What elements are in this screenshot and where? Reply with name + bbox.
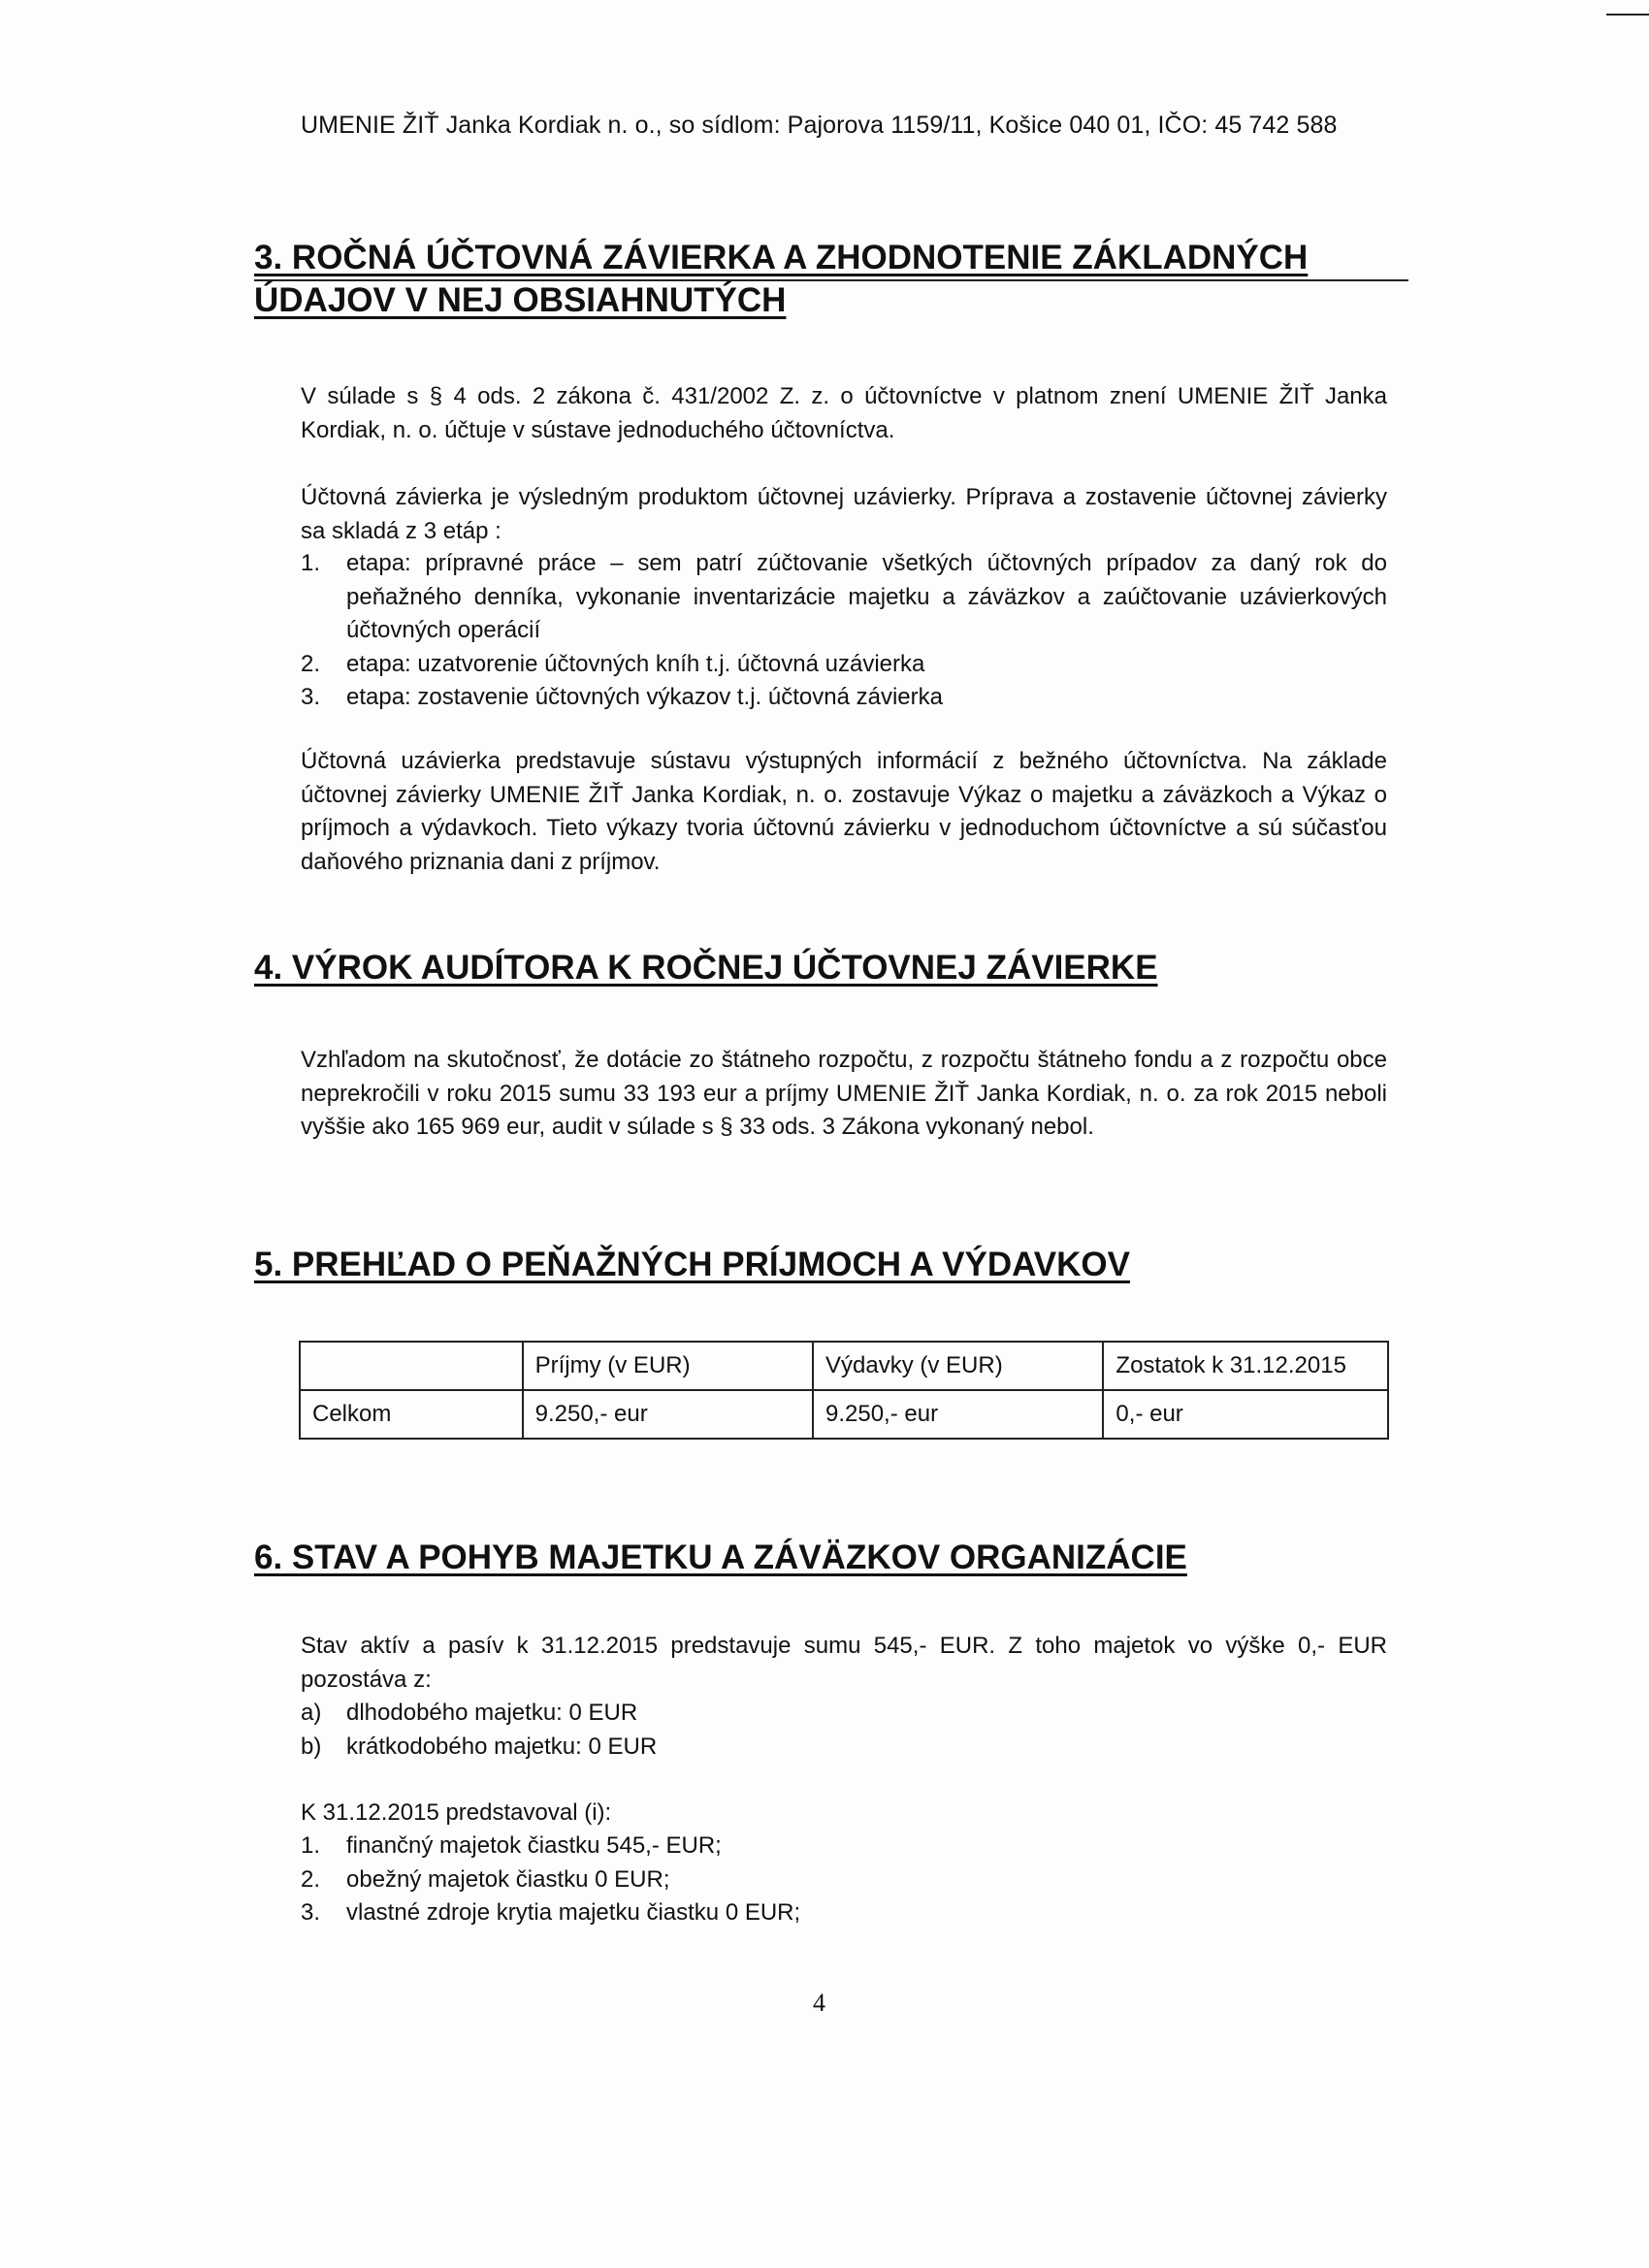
section-3-paragraph-3: Účtovná uzávierka predstavuje sústavu výstupných informácií z bežného účtovníctva. Na základe účtovnej závierky UMENIE ŽIŤ Janka Kordiak, n. o. zostavuje Výkaz o majetku a záväzkoch a Výkaz o príjmoch a výdavkoch. Tieto výkazy tvoria účtovnú závierku v jednoduchom účtovníctve a sú súčasťou daňového priznania dani z príjmov. bbox=[301, 748, 1387, 875]
list-item-number: 3. bbox=[301, 684, 321, 710]
table-header-cell: Výdavky (v EUR) bbox=[813, 1342, 1103, 1390]
list-item-number: 3. bbox=[301, 1899, 321, 1926]
list-item-text: vlastné zdroje krytia majetku čiastku 0 EUR; bbox=[346, 1899, 801, 1926]
list-item-text: etapa: zostavenie účtovných výkazov t.j. účtovná závierka bbox=[346, 684, 943, 710]
section-6-asset-list bbox=[301, 1697, 1387, 1764]
list-item bbox=[301, 648, 1387, 682]
list-item-text: obežný majetok čiastku 0 EUR; bbox=[346, 1865, 670, 1893]
list-item bbox=[301, 681, 1387, 715]
list-item-number: 2. bbox=[301, 1865, 321, 1893]
section-3-heading bbox=[254, 237, 1379, 322]
section-5-heading: 5. PREHĽAD O PEŇAŽNÝCH PRÍJMOCH A VÝDAVKOV bbox=[254, 1246, 1130, 1283]
scan-edge-line bbox=[1606, 14, 1649, 16]
list-item-number: 1. bbox=[301, 1832, 321, 1859]
table-cell: 0,- eur bbox=[1103, 1390, 1388, 1439]
list-item bbox=[301, 1731, 1387, 1765]
section-6-heading: 6. STAV A POHYB MAJETKU A ZÁVÄZKOV ORGANIZÁCIE bbox=[254, 1539, 1187, 1576]
list-item bbox=[301, 547, 1387, 648]
table-header-cell bbox=[300, 1342, 523, 1390]
section-6-paragraph-2: K 31.12.2015 predstavoval (i): bbox=[301, 1799, 612, 1826]
list-item bbox=[301, 1697, 1387, 1731]
section-3-paragraph-1: V súlade s § 4 ods. 2 zákona č. 431/2002 Z. z. o účtovníctve v platnom znení UMENIE ŽIŤ Janka Kordiak, n. o. účtuje v sústave jednoduchého účtovníctva. bbox=[301, 383, 1387, 443]
section-3-steps-list bbox=[301, 547, 1387, 715]
table-header-cell: Zostatok k 31.12.2015 bbox=[1103, 1342, 1388, 1390]
section-6-balance-list bbox=[301, 1830, 1387, 1930]
organization-header: UMENIE ŽIŤ Janka Kordiak n. o., so sídlom: Pajorova 1159/11, Košice 040 01, IČO: 45 742 588 bbox=[301, 112, 1338, 139]
list-item bbox=[301, 1896, 1387, 1930]
section-3-heading-line-1: 3. ROČNÁ ÚČTOVNÁ ZÁVIERKA A ZHODNOTENIE ZÁKLADNÝCH bbox=[254, 239, 1309, 276]
table-header-row bbox=[300, 1342, 1388, 1390]
section-4-paragraph: Vzhľadom na skutočnosť, že dotácie zo štátneho rozpočtu, z rozpočtu štátneho fondu a z rozpočtu obce neprekročili v roku 2015 sumu 33 193 eur a príjmy UMENIE ŽIŤ Janka Kordiak, n. o. za rok 2015 neboli vyššie ako 165 969 eur, audit v súlade s § 33 ods. 3 Zákona vykonaný nebol. bbox=[301, 1047, 1387, 1140]
section-3-heading-line-2: ÚDAJOV V NEJ OBSIAHNUTÝCH bbox=[254, 281, 787, 319]
section-6-paragraph-1: Stav aktív a pasív k 31.12.2015 predstavuje sumu 545,- EUR. Z toho majetok vo výške 0,- EUR pozostáva z: bbox=[301, 1633, 1387, 1693]
list-item bbox=[301, 1830, 1387, 1863]
table-cell: Celkom bbox=[300, 1390, 523, 1439]
list-item-number: 2. bbox=[301, 650, 321, 677]
list-item-text: etapa: prípravné práce – sem patrí zúčtovanie všetkých účtovných prípadov za daný rok do peňažného denníka, vykonanie inventarizácie majetku a záväzkov a zaúčtovanie uzávierkových účtovných operácií bbox=[346, 550, 1387, 643]
table-header-cell: Príjmy (v EUR) bbox=[523, 1342, 813, 1390]
list-item-number: 1. bbox=[301, 550, 321, 576]
list-item-text: dlhodobého majetku: 0 EUR bbox=[346, 1700, 638, 1726]
page-number: 4 bbox=[813, 1989, 825, 2017]
section-4-heading: 4. VÝROK AUDÍTORA K ROČNEJ ÚČTOVNEJ ZÁVIERKE bbox=[254, 949, 1158, 987]
list-item-number: a) bbox=[301, 1700, 322, 1726]
list-item-text: etapa: uzatvorenie účtovných kníh t.j. účtovná uzávierka bbox=[346, 650, 925, 677]
table-cell: 9.250,- eur bbox=[523, 1390, 813, 1439]
table-cell: 9.250,- eur bbox=[813, 1390, 1103, 1439]
section-3-paragraph-2: Účtovná závierka je výsledným produktom účtovnej uzávierky. Príprava a zostavenie účtovnej závierky sa skladá z 3 etáp : bbox=[301, 484, 1387, 544]
list-item-text: finančný majetok čiastku 545,- EUR; bbox=[346, 1832, 722, 1859]
list-item-text: krátkodobého majetku: 0 EUR bbox=[346, 1733, 658, 1760]
income-expense-table bbox=[299, 1341, 1389, 1440]
table-row bbox=[300, 1390, 1388, 1439]
list-item bbox=[301, 1863, 1387, 1897]
list-item-number: b) bbox=[301, 1733, 322, 1760]
